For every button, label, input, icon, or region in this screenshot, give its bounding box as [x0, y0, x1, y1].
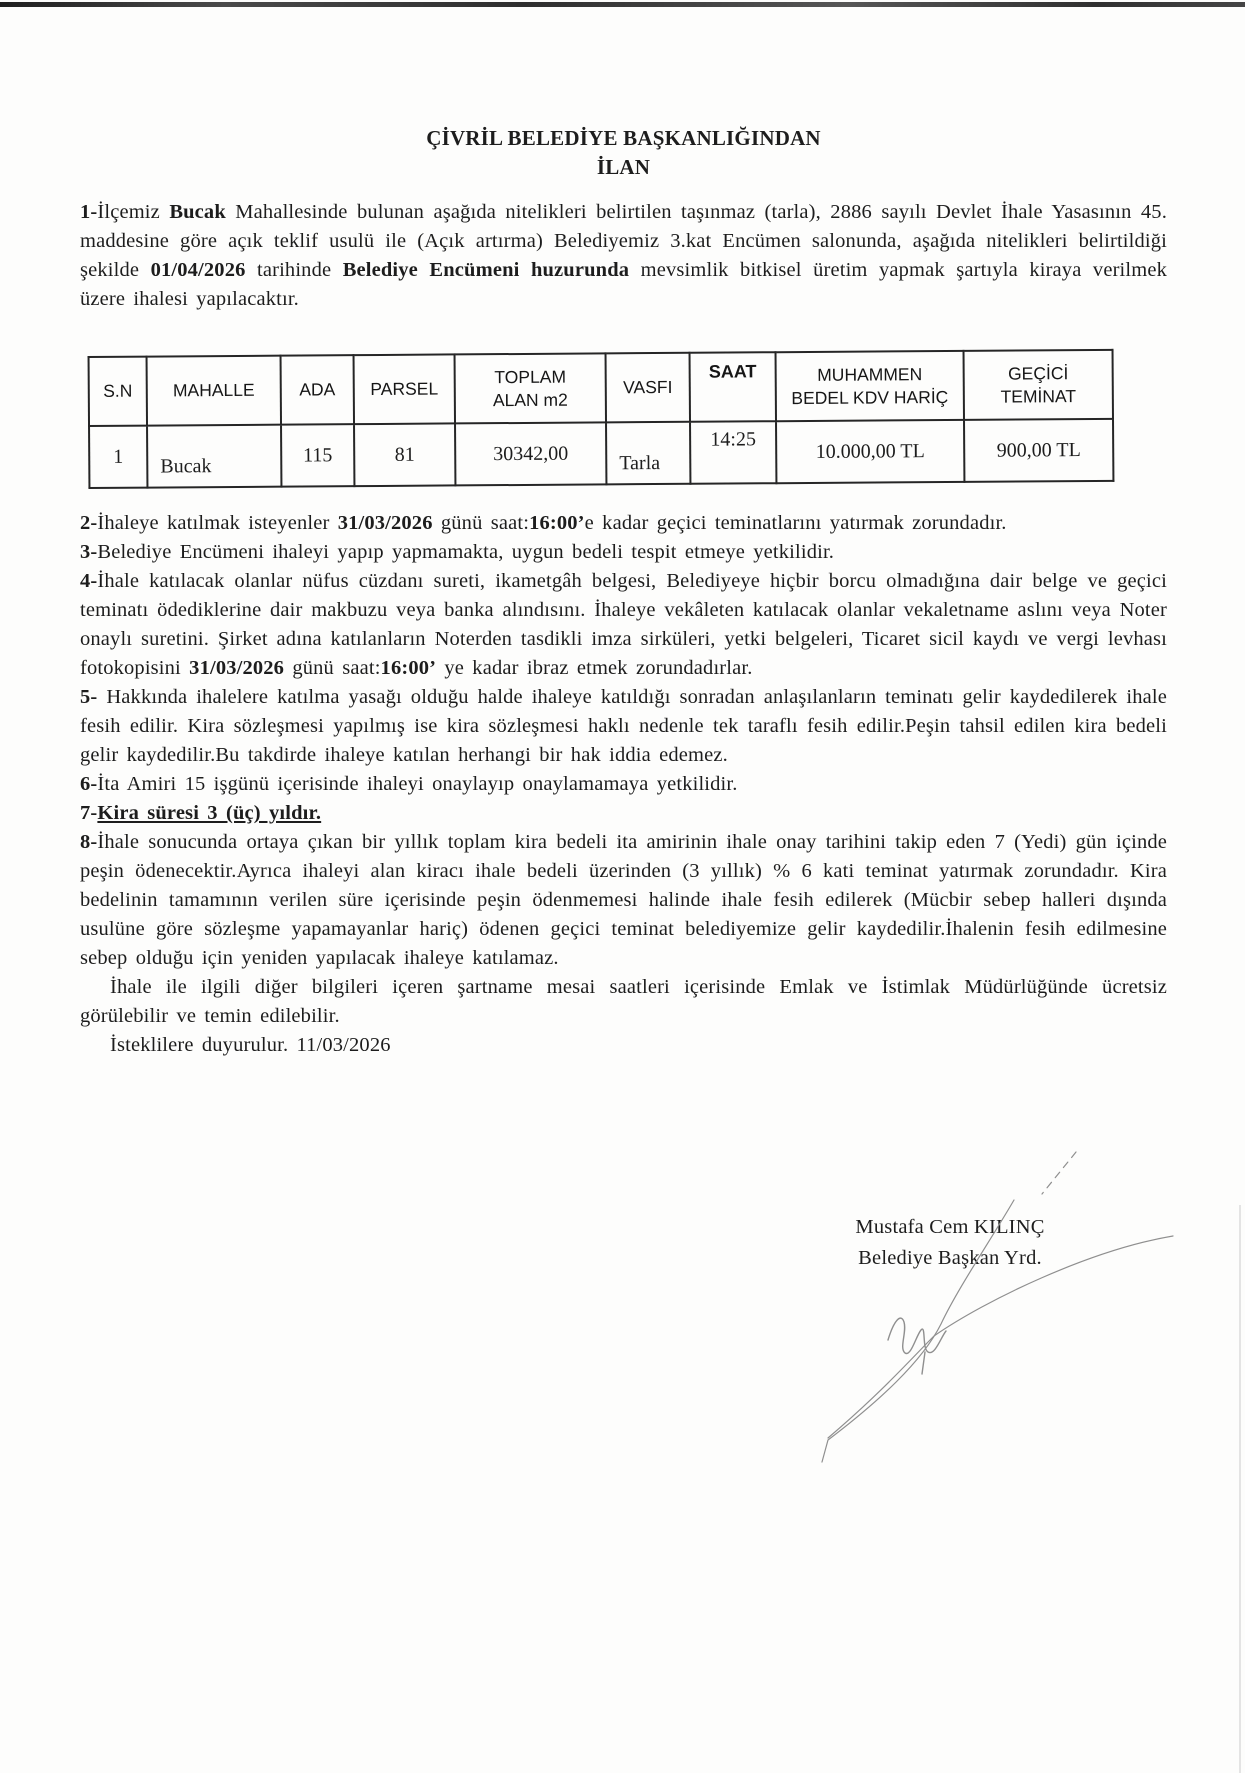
- header-saat: SAAT: [690, 352, 776, 422]
- announcement-date-line: İsteklilere duyurulur. 11/03/2026: [110, 1034, 391, 1056]
- signatory-name: Mustafa Cem KILINÇ: [855, 1216, 1045, 1238]
- condition-2: 2-İhaleye katılmak isteyenler 31/03/2026 günü saat:16:00’e kadar geçici teminatlarını yatırmak zorundadır.: [80, 512, 1007, 534]
- scan-top-edge-artifact: [0, 2, 1245, 7]
- condition-8: 8-İhale sonucunda ortaya çıkan bir yıllık toplam kira bedeli ita amirinin ihale onay tarihini takip eden 7 (Yedi) gün içinde peşin ödenecektir.Ayrıca ihaleyi alan kiracı ihale bedeli üzerinden (3 yıllık) % 6 kati teminat yatırmak zorundadır. Kira bedelinin tamamının verilen süre içerisinde peşin ödenmemesi halinde ihale fesih edilerek (Mücbir sebep halleri dışında usulüne göre sözleşme yapamayanlar hariç) ödenen geçici teminat belediyemize gelir kaydedilir.İhalenin fesih edilmesine sebep olduğu için yeniden yapılacak ihaleye katılamaz.: [80, 831, 1167, 969]
- header-mahalle: MAHALLE: [147, 356, 281, 426]
- header-sn: S.N: [89, 357, 147, 426]
- condition-3: 3-Belediye Encümeni ihaleyi yapıp yapmamakta, uygun bedeli tespit etmeye yetkilidir.: [80, 541, 835, 563]
- cell-saat: 14:25: [690, 421, 776, 484]
- cell-parsel: 81: [354, 423, 455, 486]
- header-vasfi: VASFI: [606, 353, 690, 423]
- cell-mahalle: Bucak: [147, 425, 281, 488]
- cell-ada: 115: [281, 424, 354, 487]
- paragraph-intro: 1-İlçemiz Bucak Mahallesinde bulunan aşağıda nitelikleri belirtilen taşınmaz (tarla), 2886 sayılı Devlet İhale Yasasının 45. maddesine göre açık teklif usulü ile (Açık artırma) Belediyemiz 3.kat Encümen salonunda, aşağıda nitelikleri belirtildiği şekilde 01/04/2026 tarihinde Belediye Encümeni huzurunda mevsimlik bitkisel üretim yapmak şartıyla kiraya verilmek üzere ihalesi yapılacaktır.: [80, 201, 1167, 310]
- condition-6: 6-İta Amiri 15 işgünü içerisinde ihaleyi onaylayıp onaylamamaya yetkilidir.: [80, 773, 738, 795]
- cell-sn: 1: [89, 426, 147, 488]
- title-line-authority: ÇİVRİL BELEDİYE BAŞKANLIĞINDAN: [426, 126, 821, 150]
- auction-lots-table: [88, 349, 1115, 489]
- cell-muhammen-bedel: 10.000,00 TL: [776, 420, 964, 483]
- paragraph-closing: İhale ile ilgili diğer bilgileri içeren şartname mesai saatleri içerisinde Emlak ve İstimlak Müdürlüğünde ücretsiz görülebilir ve temin edilebilir.: [80, 976, 1167, 1027]
- condition-5: 5- Hakkında ihalelere katılma yasağı olduğu halde ihaleye katıldığı sonradan anlaşılanların teminatı gelir kaydedilerek ihale fesih edilir. Kira sözleşmesi yapılmış ise kira sözleşmesi haklı nedenle tek taraflı fesih edilir.Peşin tahsil edilen kira bedeli gelir kaydedilir.Bu takdirde ihaleye katılan herhangi bir hak iddia edemez.: [80, 686, 1167, 766]
- header-parsel: PARSEL: [354, 354, 455, 424]
- scan-right-edge-artifact: [1239, 1205, 1241, 1773]
- signatory-title: Belediye Başkan Yrd.: [858, 1247, 1042, 1269]
- cell-toplam-alan: 30342,00: [455, 422, 606, 485]
- signature-block: [800, 1212, 1100, 1274]
- cell-vasfi: Tarla: [606, 422, 690, 485]
- document-body: [80, 124, 1167, 1060]
- document-title: [80, 124, 1167, 182]
- header-gecici-teminat: GEÇİCİ TEMİNAT: [964, 350, 1113, 420]
- table-row: [89, 419, 1113, 488]
- cell-gecici-teminat: 900,00 TL: [964, 419, 1113, 482]
- auction-table-wrapper: [88, 348, 1168, 489]
- condition-4: 4-İhale katılacak olanlar nüfus cüzdanı sureti, ikametgâh belgesi, Belediyeye hiçbir borcu olmadığına dair belge ve geçici teminatı ödediklerine dair makbuzu veya banka alındısını. İhaleye vekâleten katılacak olanlar vekaletname aslını veya Noter onaylı suretini. Şirket adına katılanların Noterden tasdikli imza sirküleri, yetki belgeleri, Ticaret sicil kaydı ve vergi levhası fotokopisini 31/03/2026 günü saat:16:00’ ye kadar ibraz etmek zorundadırlar.: [80, 570, 1167, 679]
- numbered-conditions: [80, 509, 1167, 1060]
- header-muhammen-bedel: MUHAMMEN BEDEL KDV HARİÇ: [776, 351, 964, 421]
- table-header-row: [89, 350, 1113, 426]
- header-ada: ADA: [281, 355, 354, 425]
- title-line-ilan: İLAN: [596, 155, 651, 179]
- condition-7: 7-Kira süresi 3 (üç) yıldır.: [80, 802, 322, 824]
- header-toplam-alan: TOPLAM ALAN m2: [455, 353, 606, 423]
